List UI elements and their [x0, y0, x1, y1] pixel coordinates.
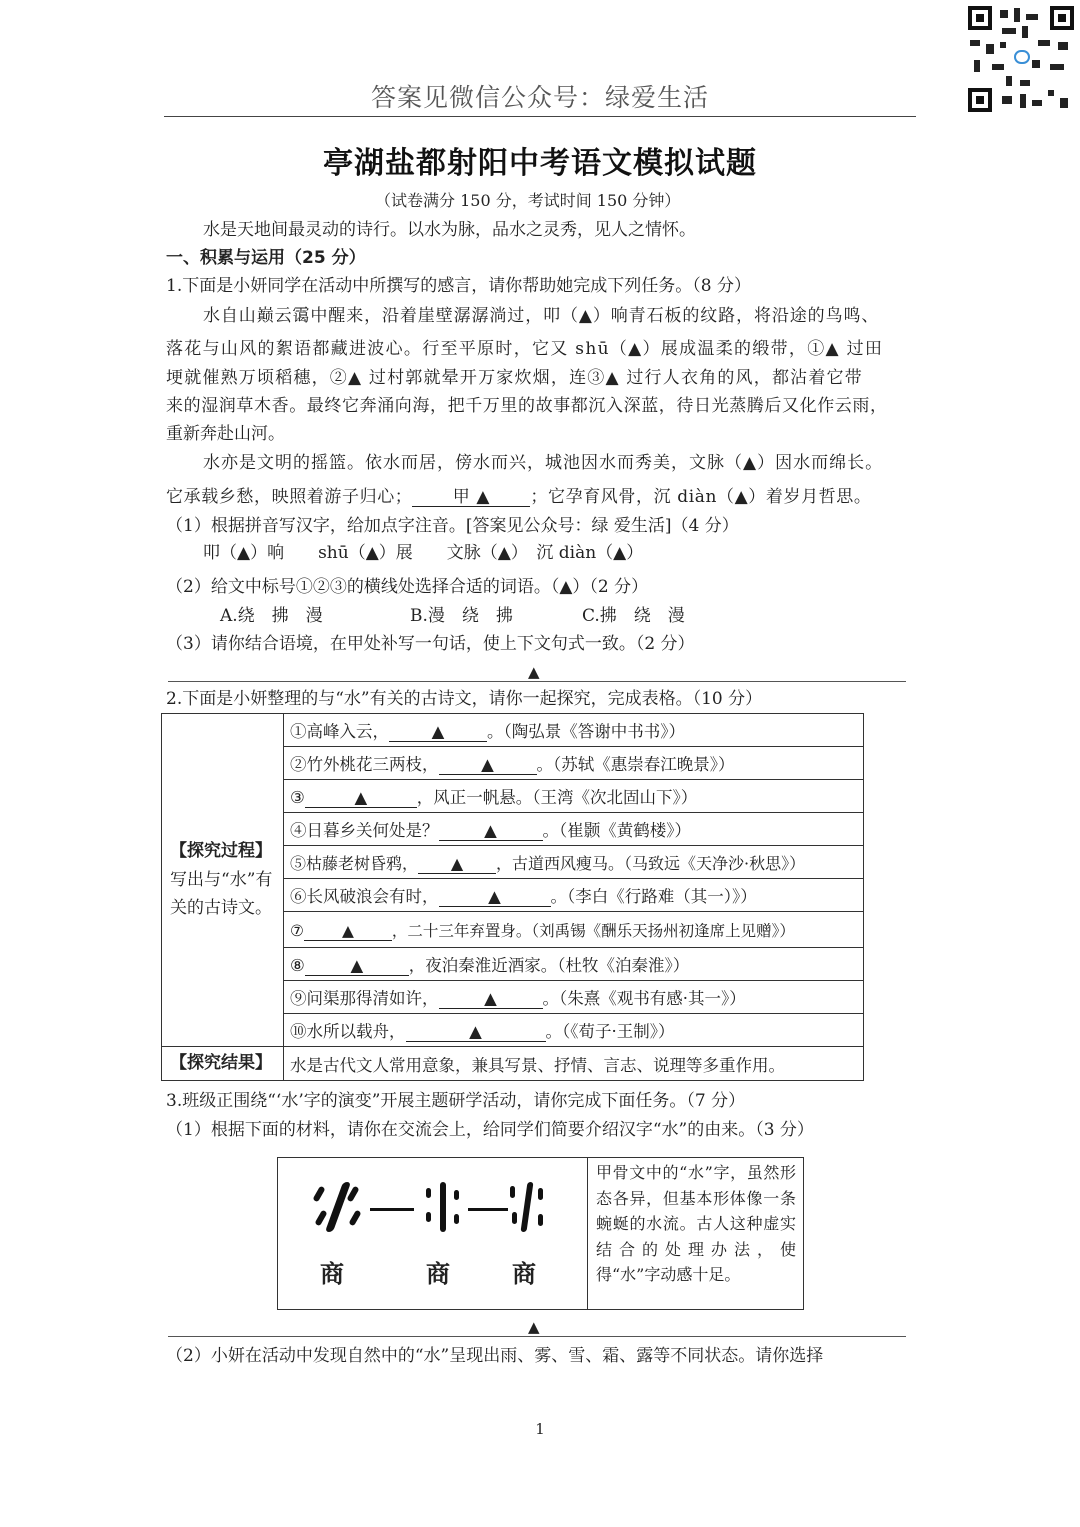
- evolution-dash: [370, 1208, 414, 1211]
- page-number: 1: [535, 1420, 545, 1438]
- option-b[interactable]: B.漫 绕 拂: [410, 606, 513, 626]
- poem-text: ⑧: [290, 956, 305, 975]
- header-divider: [164, 116, 916, 117]
- question-3-stem: 3.班级正围绕“‘水’字的演变”开展主题研学活动，请你完成下面任务。（7 分）: [166, 1091, 746, 1111]
- oracle-bone-material-box: [277, 1157, 804, 1310]
- poem-row: [284, 879, 864, 912]
- section-heading: 一、积累与运用（25 分）: [166, 248, 366, 268]
- poem-row: [284, 981, 864, 1014]
- poem-row: [284, 912, 864, 948]
- poem-text: ④日暮乡关何处是？: [290, 821, 439, 840]
- poem-row: [284, 780, 864, 813]
- subquestion-3: （3）请你结合语境，在甲处补写一句话，使上下文句式一致。（2 分）: [166, 634, 695, 654]
- passage-text: ；它孕育风骨，沉 diàn（▲）着岁月哲思。: [530, 487, 872, 507]
- passage-line: 落花与山风的絮语都藏进波心。行至平原时，它又 shū（▲）展成温柔的缎带，①▲ 过田: [166, 339, 884, 359]
- poem-text: ，二十三年弃置身。（刘禹锡《酬乐天扬州初逢席上见赠》）: [391, 921, 795, 940]
- oracle-water-glyph-1: [316, 1182, 360, 1232]
- passage-line: 水亦是文明的摇篮。依水而居，傍水而兴，城池因水而秀美，文脉（▲）因水而绵长。: [203, 453, 884, 473]
- poem-text: 。（苏轼《惠崇春江晚景》）: [536, 755, 735, 774]
- poem-blank[interactable]: ▲: [406, 1022, 546, 1042]
- poem-row: [284, 813, 864, 846]
- intro-text: 水是天地间最灵动的诗行。以水为脉，品水之灵秀，见人之情怀。: [203, 220, 696, 240]
- poem-text: ，古道西风瘦马。（马致远《天净沙·秋思》）: [496, 853, 806, 873]
- answer-line[interactable]: [168, 1336, 906, 1337]
- poem-text: 。（崔颢《黄鹤楼》）: [542, 821, 691, 840]
- poem-row: [284, 747, 864, 780]
- process-label: 【探究过程】: [170, 840, 272, 861]
- poem-text: 。（李白《行路难（其一）》）: [550, 887, 757, 906]
- passage-line: 来的湿润草木香。最终它奔涌向海，把千万里的故事都沉入深蓝，待日光蒸腾后又化作云雨，: [166, 396, 888, 416]
- process-cell: [162, 714, 284, 1047]
- poem-blank[interactable]: ▲: [389, 722, 487, 742]
- poem-blank[interactable]: ▲: [305, 788, 417, 808]
- subquestion-2: （2）给文中标号①②③的横线处选择合适的词语。（▲）（2 分）: [166, 577, 649, 597]
- result-text: 水是古代文人常用意象，兼具写景、抒情、言志、说理等多重作用。: [284, 1047, 864, 1081]
- answer-blank-jia[interactable]: 甲 ▲: [412, 489, 530, 507]
- poem-blank[interactable]: ▲: [439, 989, 543, 1009]
- pinyin-items: 叩（▲）响 shū（▲）展 文脉（▲） 沉 diàn（▲）: [203, 543, 644, 563]
- poem-row: [284, 714, 864, 747]
- poem-row: [284, 948, 864, 981]
- poem-text: ③: [290, 788, 305, 807]
- poem-blank[interactable]: ▲: [418, 854, 496, 874]
- passage-line: [166, 489, 918, 507]
- header-watermark-text: 答案见微信公众号：绿爱生活: [370, 83, 709, 112]
- oracle-water-glyph-2: [426, 1182, 462, 1232]
- poem-text: ②竹外桃花三两枝，: [290, 755, 439, 774]
- passage-line: 水自山巅云霭中醒来，沿着崖壁潺潺淌过，叩（▲）响青石板的纹路，将沿途的鸟鸣、: [203, 306, 880, 326]
- process-description: 写出与“水”有关的古诗文。: [170, 869, 273, 919]
- poem-blank[interactable]: ▲: [439, 755, 537, 775]
- poem-text: ⑨问渠那得清如许，: [290, 989, 439, 1008]
- poem-text: 。（陶弘景《答谢中书书》）: [487, 722, 685, 741]
- result-label: 【探究结果】: [162, 1047, 284, 1081]
- poem-row: [284, 846, 864, 879]
- oracle-water-glyph-3: [510, 1182, 546, 1232]
- poem-table: [161, 713, 864, 1081]
- poem-blank[interactable]: ▲: [439, 821, 543, 841]
- poem-text: ，夜泊秦淮近酒家。（杜牧《泊秦淮》）: [408, 956, 690, 975]
- evolution-dash: [468, 1208, 508, 1211]
- poem-text: 。（《荀子·王制》）: [545, 1022, 675, 1041]
- box-divider: [587, 1158, 588, 1309]
- qr-code-image: [966, 4, 1076, 114]
- subquestion-2: （2）小妍在活动中发现自然中的“水”呈现出雨、雾、雪、霜、露等不同状态。请你选择: [166, 1346, 824, 1366]
- dynasty-label: 商: [426, 1260, 450, 1288]
- poem-text: ⑤枯藤老树昏鸦，: [290, 853, 419, 873]
- poem-blank[interactable]: ▲: [305, 956, 409, 976]
- question-2-stem: 2.下面是小妍整理的与“水”有关的古诗文，请你一起探究，完成表格。（10 分）: [166, 689, 763, 709]
- option-a[interactable]: A.绕 拂 漫: [220, 606, 323, 626]
- poem-text: ⑥长风破浪会有时，: [290, 887, 439, 906]
- subquestion-1: （1）根据下面的材料，请你在交流会上，给同学们简要介绍汉字“水”的由来。（3 分）: [166, 1120, 814, 1140]
- poem-text: ，风正一帆悬。（王湾《次北固山下》）: [416, 788, 698, 807]
- material-description: 甲骨文中的“水”字，虽然形态各异，但基本形体像一条蜿蜒的水流。古人这种虚实结合的处理办法，使得“水”字动感十足。: [596, 1163, 796, 1284]
- answer-mark: ▲: [528, 1318, 540, 1336]
- subquestion-1: （1）根据拼音写汉字，给加点字注音。[答案见公众号：绿 爱生活]（4 分）: [166, 516, 739, 536]
- poem-blank[interactable]: ▲: [439, 887, 551, 907]
- answer-mark: ▲: [528, 663, 540, 681]
- poem-text: ⑩水所以载舟，: [290, 1022, 406, 1041]
- table-row: [162, 1047, 864, 1081]
- poem-text: ①高峰入云，: [290, 722, 389, 741]
- option-c[interactable]: C.拂 绕 漫: [582, 606, 685, 626]
- poem-blank[interactable]: ▲: [304, 922, 392, 941]
- question-1-stem: 1.下面是小妍同学在活动中所撰写的感言，请你帮助她完成下列任务。（8 分）: [166, 276, 751, 296]
- dynasty-label: 商: [320, 1260, 344, 1288]
- answer-line[interactable]: [168, 681, 906, 682]
- dynasty-label: 商: [512, 1260, 536, 1288]
- poem-text: ⑦: [290, 921, 304, 940]
- page-title: 亭湖盐都射阳中考语文模拟试题: [323, 146, 757, 181]
- passage-line: 重新奔赴山河。: [166, 424, 285, 444]
- exam-subtitle: （试卷满分 150 分，考试时间 150 分钟）: [375, 191, 681, 210]
- passage-line: 埂就催熟万顷稻穗，②▲ 过村郭就晕开万家炊烟，连③▲ 过行人衣角的风，都沾着它带: [166, 368, 863, 388]
- poem-text: 。（朱熹《观书有感·其一》）: [542, 989, 746, 1008]
- poem-row: [284, 1014, 864, 1047]
- table-row: [162, 714, 864, 747]
- passage-text: 它承载乡愁，映照着游子归心；: [166, 487, 413, 507]
